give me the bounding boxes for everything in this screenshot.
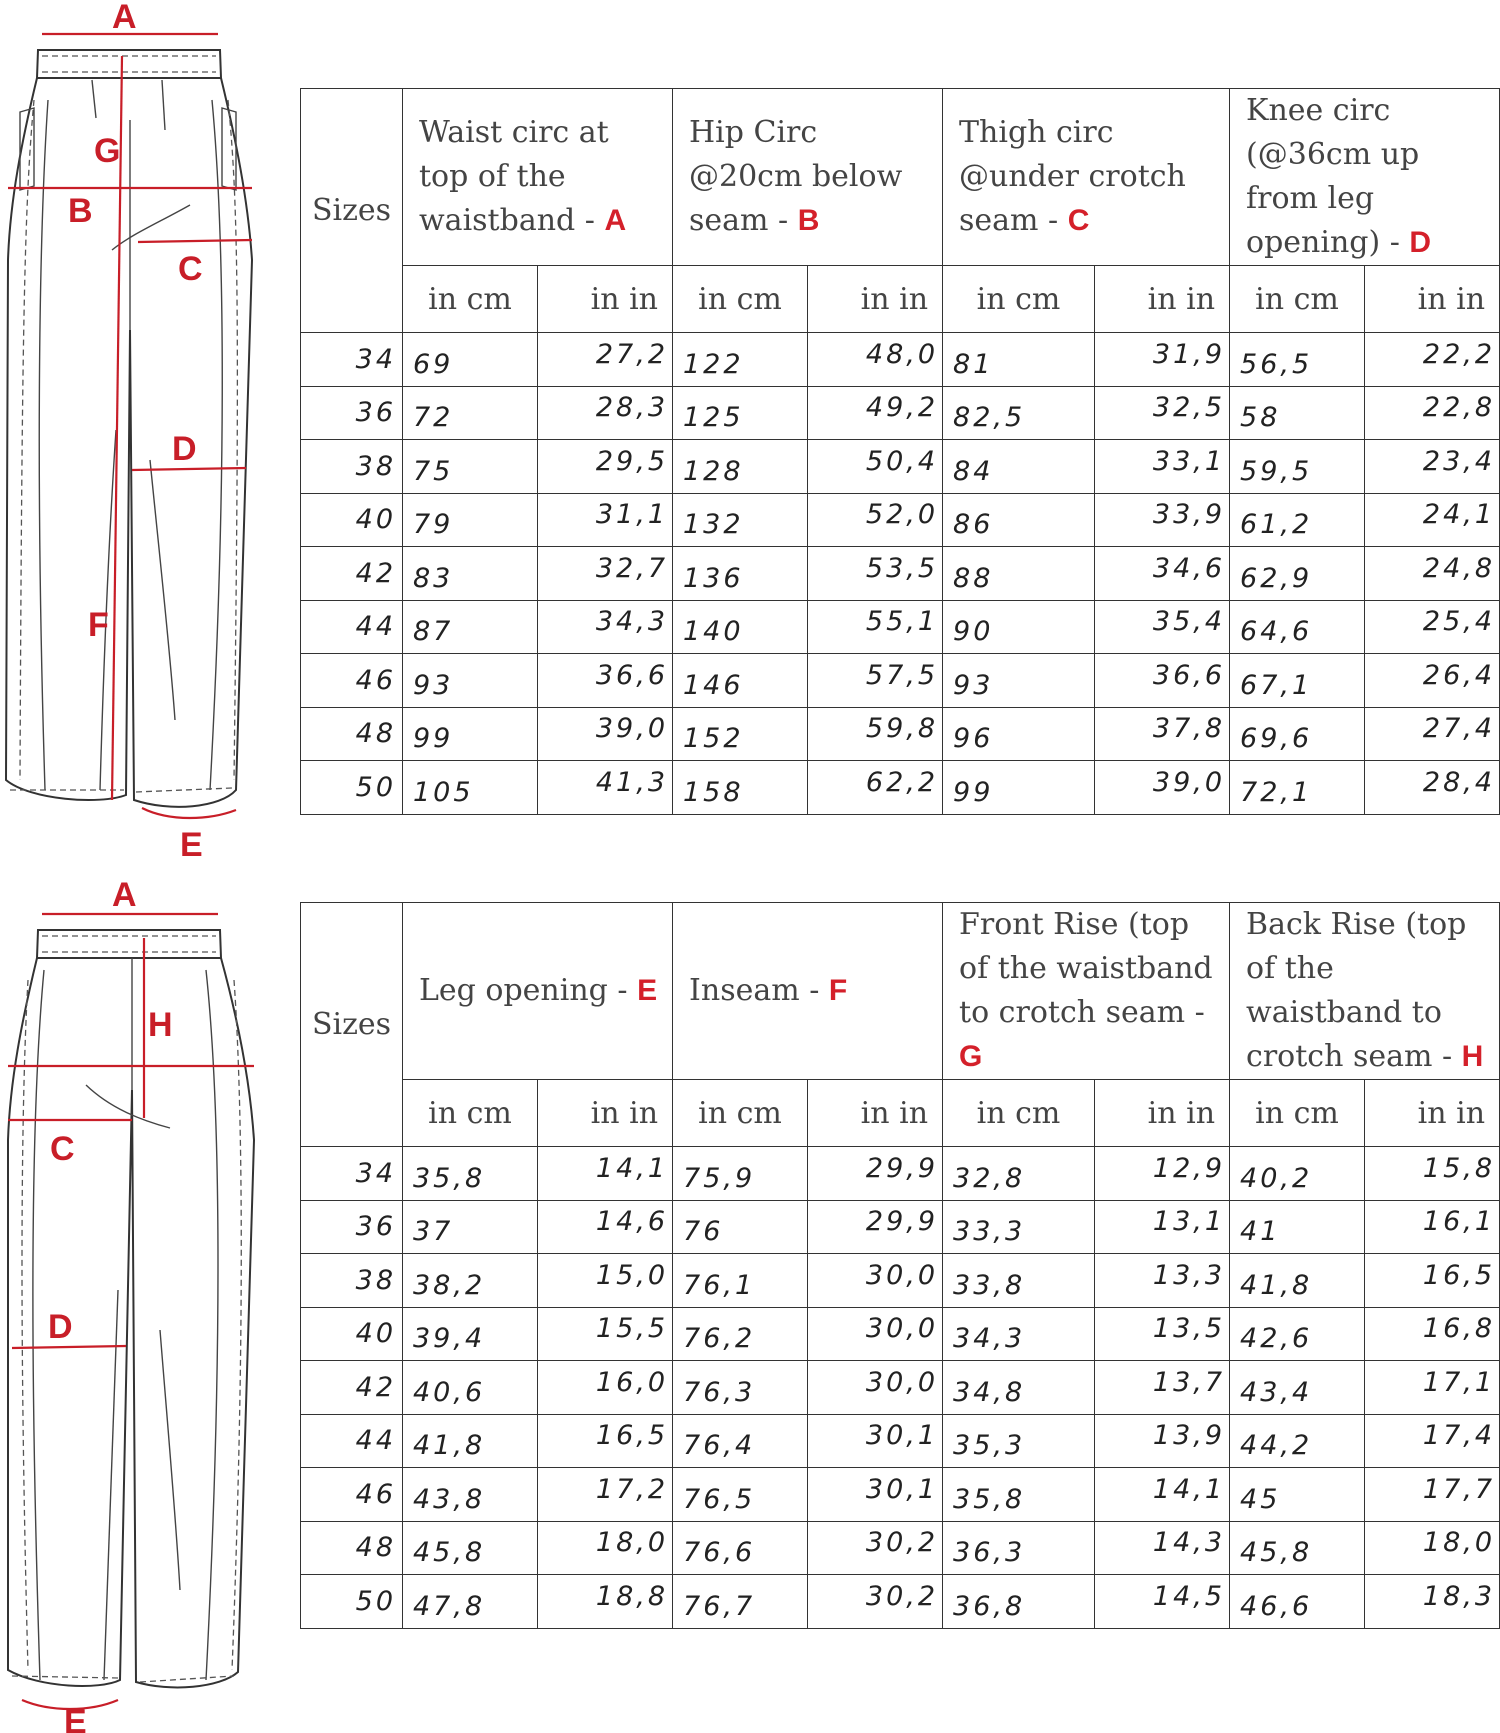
value-cm-cell: 69,6 [1230, 707, 1365, 761]
value-cm-cell: 79 [403, 493, 538, 547]
value-in-cell: 30,2 [808, 1521, 943, 1575]
label-f: F [88, 606, 109, 644]
value-in-cell: 18,3 [1365, 1575, 1500, 1629]
value-in-cell: 14,1 [538, 1147, 673, 1201]
size-cell: 40 [301, 493, 403, 547]
column-header: Inseam - F [673, 903, 943, 1080]
size-table-lengths [300, 902, 1500, 1629]
value-in-cell: 27,2 [538, 333, 673, 387]
unit-cm: in cm [673, 1080, 808, 1147]
value-in-cell: 18,0 [1365, 1521, 1500, 1575]
unit-in: in in [1095, 266, 1230, 333]
value-cm-cell: 37 [403, 1200, 538, 1254]
value-cm-cell: 44,2 [1230, 1414, 1365, 1468]
value-cm-cell: 81 [943, 333, 1095, 387]
value-in-cell: 30,0 [808, 1361, 943, 1415]
value-in-cell: 35,4 [1095, 600, 1230, 654]
value-in-cell: 25,4 [1365, 600, 1500, 654]
value-cm-cell: 40,2 [1230, 1147, 1365, 1201]
value-cm-cell: 146 [673, 654, 808, 708]
value-in-cell: 31,1 [538, 493, 673, 547]
value-cm-cell: 125 [673, 386, 808, 440]
table-row [301, 1307, 1500, 1361]
label-a: A [112, 0, 137, 36]
value-cm-cell: 42,6 [1230, 1307, 1365, 1361]
value-cm-cell: 87 [403, 600, 538, 654]
table-row [301, 1468, 1500, 1522]
value-in-cell: 16,5 [538, 1414, 673, 1468]
value-cm-cell: 61,2 [1230, 493, 1365, 547]
value-in-cell: 23,4 [1365, 440, 1500, 494]
unit-in: in in [808, 1080, 943, 1147]
value-in-cell: 16,0 [538, 1361, 673, 1415]
value-cm-cell: 76,3 [673, 1361, 808, 1415]
value-cm-cell: 72 [403, 386, 538, 440]
value-cm-cell: 90 [943, 600, 1095, 654]
front-pants-sketch [0, 0, 270, 860]
size-cell: 44 [301, 1414, 403, 1468]
size-cell: 46 [301, 1468, 403, 1522]
value-in-cell: 18,8 [538, 1575, 673, 1629]
value-cm-cell: 34,3 [943, 1307, 1095, 1361]
size-cell: 38 [301, 1254, 403, 1308]
column-header: Hip Circ @20cm below seam - B [673, 89, 943, 266]
value-cm-cell: 33,8 [943, 1254, 1095, 1308]
label-e: E [64, 1703, 87, 1733]
value-cm-cell: 32,8 [943, 1147, 1095, 1201]
value-in-cell: 41,3 [538, 761, 673, 815]
value-cm-cell: 45,8 [1230, 1521, 1365, 1575]
back-pants-sketch [0, 870, 270, 1733]
value-cm-cell: 96 [943, 707, 1095, 761]
value-in-cell: 15,0 [538, 1254, 673, 1308]
value-in-cell: 16,5 [1365, 1254, 1500, 1308]
table-row [301, 1361, 1500, 1415]
unit-cm: in cm [1230, 266, 1365, 333]
value-cm-cell: 56,5 [1230, 333, 1365, 387]
value-cm-cell: 88 [943, 547, 1095, 601]
size-cell: 34 [301, 333, 403, 387]
label-d: D [48, 1308, 73, 1346]
table-row [301, 1147, 1500, 1201]
label-c: C [178, 250, 203, 288]
value-in-cell: 28,3 [538, 386, 673, 440]
value-cm-cell: 105 [403, 761, 538, 815]
column-header: Front Rise (top of the waistband to crotch seam - G [943, 903, 1230, 1080]
value-cm-cell: 99 [403, 707, 538, 761]
value-in-cell: 33,9 [1095, 493, 1230, 547]
table-row [301, 493, 1500, 547]
unit-cm: in cm [403, 1080, 538, 1147]
value-in-cell: 14,3 [1095, 1521, 1230, 1575]
sizes-header: Sizes [301, 89, 403, 333]
label-c: C [50, 1130, 75, 1168]
value-in-cell: 30,2 [808, 1575, 943, 1629]
value-in-cell: 24,8 [1365, 547, 1500, 601]
value-in-cell: 24,1 [1365, 493, 1500, 547]
value-in-cell: 53,5 [808, 547, 943, 601]
unit-in: in in [538, 266, 673, 333]
value-cm-cell: 93 [943, 654, 1095, 708]
unit-in: in in [1095, 1080, 1230, 1147]
value-cm-cell: 122 [673, 333, 808, 387]
unit-cm: in cm [943, 1080, 1095, 1147]
value-in-cell: 30,1 [808, 1414, 943, 1468]
value-in-cell: 14,6 [538, 1200, 673, 1254]
value-in-cell: 37,8 [1095, 707, 1230, 761]
table-row [301, 761, 1500, 815]
value-in-cell: 59,8 [808, 707, 943, 761]
value-cm-cell: 75 [403, 440, 538, 494]
unit-cm: in cm [403, 266, 538, 333]
unit-cm: in cm [1230, 1080, 1365, 1147]
value-in-cell: 55,1 [808, 600, 943, 654]
value-cm-cell: 76 [673, 1200, 808, 1254]
value-cm-cell: 86 [943, 493, 1095, 547]
value-in-cell: 13,3 [1095, 1254, 1230, 1308]
value-in-cell: 62,2 [808, 761, 943, 815]
column-header: Waist circ at top of the waistband - A [403, 89, 673, 266]
value-cm-cell: 76,5 [673, 1468, 808, 1522]
value-cm-cell: 140 [673, 600, 808, 654]
value-in-cell: 29,9 [808, 1147, 943, 1201]
size-cell: 48 [301, 1521, 403, 1575]
value-in-cell: 16,1 [1365, 1200, 1500, 1254]
table-row [301, 440, 1500, 494]
value-cm-cell: 83 [403, 547, 538, 601]
value-in-cell: 17,1 [1365, 1361, 1500, 1415]
size-cell: 50 [301, 761, 403, 815]
value-in-cell: 32,5 [1095, 386, 1230, 440]
value-in-cell: 39,0 [1095, 761, 1230, 815]
value-cm-cell: 33,3 [943, 1200, 1095, 1254]
unit-in: in in [1365, 1080, 1500, 1147]
size-cell: 48 [301, 707, 403, 761]
table-row [301, 707, 1500, 761]
value-cm-cell: 58 [1230, 386, 1365, 440]
value-in-cell: 52,0 [808, 493, 943, 547]
value-cm-cell: 75,9 [673, 1147, 808, 1201]
table-row [301, 1521, 1500, 1575]
value-cm-cell: 76,4 [673, 1414, 808, 1468]
size-cell: 42 [301, 547, 403, 601]
value-cm-cell: 45 [1230, 1468, 1365, 1522]
table-row [301, 1200, 1500, 1254]
value-cm-cell: 64,6 [1230, 600, 1365, 654]
value-cm-cell: 59,5 [1230, 440, 1365, 494]
value-in-cell: 26,4 [1365, 654, 1500, 708]
table-row [301, 333, 1500, 387]
value-cm-cell: 41,8 [1230, 1254, 1365, 1308]
value-in-cell: 32,7 [538, 547, 673, 601]
value-cm-cell: 69 [403, 333, 538, 387]
value-cm-cell: 38,2 [403, 1254, 538, 1308]
value-cm-cell: 136 [673, 547, 808, 601]
value-in-cell: 33,1 [1095, 440, 1230, 494]
value-in-cell: 13,1 [1095, 1200, 1230, 1254]
label-e: E [180, 826, 203, 860]
size-cell: 42 [301, 1361, 403, 1415]
size-cell: 36 [301, 1200, 403, 1254]
value-cm-cell: 35,8 [403, 1147, 538, 1201]
value-in-cell: 57,5 [808, 654, 943, 708]
value-in-cell: 13,5 [1095, 1307, 1230, 1361]
value-in-cell: 39,0 [538, 707, 673, 761]
value-cm-cell: 43,8 [403, 1468, 538, 1522]
value-cm-cell: 35,3 [943, 1414, 1095, 1468]
size-cell: 46 [301, 654, 403, 708]
value-in-cell: 36,6 [538, 654, 673, 708]
value-in-cell: 14,1 [1095, 1468, 1230, 1522]
label-g: G [94, 132, 121, 170]
label-b: B [68, 192, 93, 230]
value-in-cell: 13,7 [1095, 1361, 1230, 1415]
value-cm-cell: 99 [943, 761, 1095, 815]
unit-in: in in [538, 1080, 673, 1147]
value-cm-cell: 35,8 [943, 1468, 1095, 1522]
value-cm-cell: 36,3 [943, 1521, 1095, 1575]
value-in-cell: 22,8 [1365, 386, 1500, 440]
value-in-cell: 15,5 [538, 1307, 673, 1361]
table-row [301, 1414, 1500, 1468]
value-cm-cell: 67,1 [1230, 654, 1365, 708]
value-cm-cell: 46,6 [1230, 1575, 1365, 1629]
value-cm-cell: 45,8 [403, 1521, 538, 1575]
value-cm-cell: 93 [403, 654, 538, 708]
value-in-cell: 29,5 [538, 440, 673, 494]
value-cm-cell: 132 [673, 493, 808, 547]
value-in-cell: 50,4 [808, 440, 943, 494]
sizes-header: Sizes [301, 903, 403, 1147]
value-in-cell: 16,8 [1365, 1307, 1500, 1361]
value-in-cell: 48,0 [808, 333, 943, 387]
value-in-cell: 18,0 [538, 1521, 673, 1575]
value-cm-cell: 43,4 [1230, 1361, 1365, 1415]
value-in-cell: 30,0 [808, 1254, 943, 1308]
unit-cm: in cm [673, 266, 808, 333]
column-header: Leg opening - E [403, 903, 673, 1080]
size-cell: 44 [301, 600, 403, 654]
column-header: Back Rise (top of the waistband to crotch seam - H [1230, 903, 1500, 1080]
table-row [301, 654, 1500, 708]
unit-in: in in [1365, 266, 1500, 333]
value-in-cell: 17,2 [538, 1468, 673, 1522]
label-h: H [148, 1006, 173, 1044]
unit-cm: in cm [943, 266, 1095, 333]
value-in-cell: 29,9 [808, 1200, 943, 1254]
value-cm-cell: 72,1 [1230, 761, 1365, 815]
column-header: Knee circ (@36cm up from leg opening) - D [1230, 89, 1500, 266]
table-row [301, 600, 1500, 654]
unit-in: in in [808, 266, 943, 333]
value-cm-cell: 76,7 [673, 1575, 808, 1629]
label-a: A [112, 876, 137, 914]
value-in-cell: 13,9 [1095, 1414, 1230, 1468]
value-in-cell: 27,4 [1365, 707, 1500, 761]
table-row [301, 547, 1500, 601]
value-cm-cell: 41,8 [403, 1414, 538, 1468]
size-cell: 50 [301, 1575, 403, 1629]
label-d: D [172, 430, 197, 468]
value-cm-cell: 152 [673, 707, 808, 761]
value-in-cell: 34,6 [1095, 547, 1230, 601]
value-cm-cell: 62,9 [1230, 547, 1365, 601]
value-in-cell: 14,5 [1095, 1575, 1230, 1629]
size-table-circumferences [300, 88, 1500, 815]
value-cm-cell: 76,6 [673, 1521, 808, 1575]
size-cell: 40 [301, 1307, 403, 1361]
value-cm-cell: 40,6 [403, 1361, 538, 1415]
value-cm-cell: 47,8 [403, 1575, 538, 1629]
value-cm-cell: 82,5 [943, 386, 1095, 440]
column-header: Thigh circ @under crotch seam - C [943, 89, 1230, 266]
value-cm-cell: 76,1 [673, 1254, 808, 1308]
value-cm-cell: 36,8 [943, 1575, 1095, 1629]
value-in-cell: 30,0 [808, 1307, 943, 1361]
value-in-cell: 28,4 [1365, 761, 1500, 815]
value-in-cell: 31,9 [1095, 333, 1230, 387]
value-in-cell: 12,9 [1095, 1147, 1230, 1201]
value-in-cell: 49,2 [808, 386, 943, 440]
value-cm-cell: 39,4 [403, 1307, 538, 1361]
table-row [301, 386, 1500, 440]
table-row [301, 1254, 1500, 1308]
value-in-cell: 22,2 [1365, 333, 1500, 387]
value-in-cell: 15,8 [1365, 1147, 1500, 1201]
size-cell: 36 [301, 386, 403, 440]
value-cm-cell: 41 [1230, 1200, 1365, 1254]
value-cm-cell: 128 [673, 440, 808, 494]
value-cm-cell: 158 [673, 761, 808, 815]
value-in-cell: 36,6 [1095, 654, 1230, 708]
size-cell: 38 [301, 440, 403, 494]
value-cm-cell: 34,8 [943, 1361, 1095, 1415]
value-in-cell: 17,7 [1365, 1468, 1500, 1522]
value-cm-cell: 76,2 [673, 1307, 808, 1361]
size-cell: 34 [301, 1147, 403, 1201]
value-cm-cell: 84 [943, 440, 1095, 494]
value-in-cell: 17,4 [1365, 1414, 1500, 1468]
table-row [301, 1575, 1500, 1629]
value-in-cell: 34,3 [538, 600, 673, 654]
value-in-cell: 30,1 [808, 1468, 943, 1522]
